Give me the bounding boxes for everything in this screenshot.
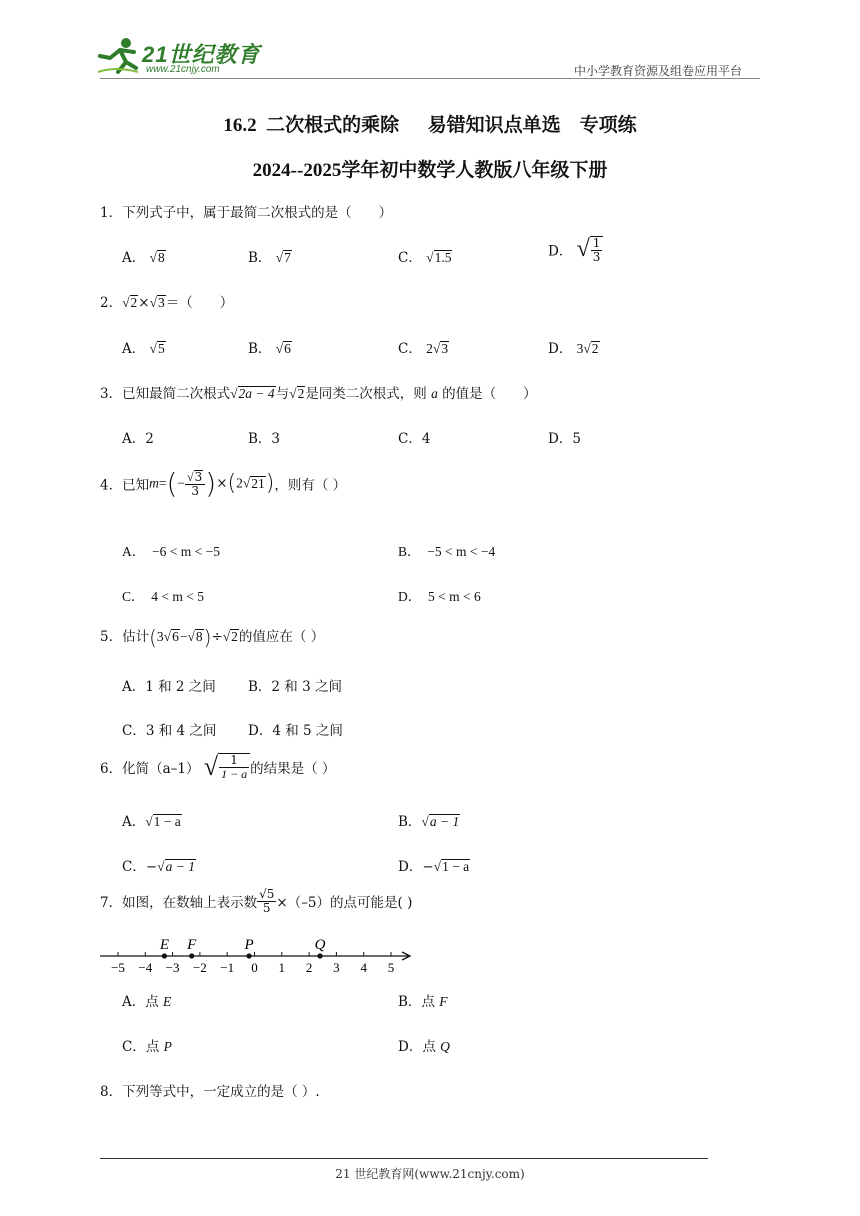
number-line-tick-label: −1: [220, 960, 235, 975]
number-line-point: [189, 953, 194, 958]
number-line: [96, 934, 416, 978]
q7-option-b: B．点 F: [398, 994, 448, 1010]
footer-link[interactable]: 21 世纪教育网(www.21cnjy.com): [335, 1167, 525, 1181]
number-line-point-label: F: [187, 937, 197, 953]
question-5-stem: 5．估计(3√6−√8)÷√2的值应在（ ）: [100, 625, 325, 650]
q3-option-b: B．3: [248, 431, 281, 447]
q6-option-c: C．−√a − 1: [122, 859, 195, 875]
q3-option-d: D．5: [548, 431, 581, 447]
number-line-tick-label: 2: [305, 960, 313, 975]
header-tagline: 中小学教育资源及组卷应用平台: [574, 64, 743, 78]
number-line-tick-label: −4: [138, 960, 153, 975]
number-line-point-label: E: [159, 937, 169, 953]
q1-option-b: B． √7: [248, 250, 291, 266]
logo: [96, 36, 266, 76]
number-line-tick-label: −3: [165, 960, 180, 975]
number-line-point-label: Q: [314, 937, 326, 953]
number-line-point-label: P: [244, 937, 254, 953]
q2-option-d: D． 3√2: [548, 341, 599, 357]
q2-option-b: B． √6: [248, 341, 291, 357]
number-line-tick-label: 0: [251, 960, 258, 975]
footer-rule: [100, 1158, 708, 1159]
q5-option-a: A．1 和 2 之间: [122, 679, 216, 695]
runner-icon: [96, 36, 140, 76]
question-7-stem: 7．如图，在数轴上表示数 $\frac{√5}{5}$ ×（–5）的点可能是( ): [100, 887, 413, 915]
title-line2: 2024--2025学年初中数学人教版八年级下册: [252, 160, 608, 181]
q3-option-a: A．2: [122, 431, 154, 447]
number-line-tick-label: 3: [333, 960, 340, 975]
number-line-tick-label: 5: [387, 960, 395, 975]
q1-option-c: C． √1.5: [398, 250, 452, 266]
q5-option-c: C．3 和 4 之间: [122, 723, 217, 739]
number-line-point: [162, 953, 167, 958]
q4-option-a: A． −6 < m < −5: [122, 544, 220, 559]
q3-option-c: C．4: [398, 431, 431, 447]
question-2-stem: 2．√2×√3＝（ ）: [100, 295, 234, 311]
number-line-point: [246, 953, 251, 958]
question-3-stem: 3．已知最简二次根式√2a − 4与√2是同类二次根式，则 a 的值是（ ）: [100, 386, 537, 402]
number-line-tick-label: −2: [192, 960, 207, 975]
q2-option-c: C． 2√3: [398, 341, 449, 357]
q6-option-d: D．−√1 − a: [398, 859, 470, 875]
q1-option-d: D． √ $\frac{1}{3}$: [548, 236, 603, 263]
number-line-point: [317, 953, 322, 958]
question-8-stem: 8．下列等式中，一定成立的是（ ）.: [100, 1084, 320, 1100]
q7-option-d: D．点 Q: [398, 1039, 450, 1055]
header-rule: [100, 78, 760, 79]
q4-option-b: B． −5 < m < −4: [398, 544, 496, 559]
q5-option-b: B．2 和 3 之间: [248, 679, 342, 695]
q5-option-d: D．4 和 5 之间: [248, 723, 343, 739]
question-4-stem: 4．已知m=(− $\frac{√3}{3}$ )×(2√21)，则有（ ）: [100, 467, 347, 500]
question-1-stem: 1．下列式子中，属于最简二次根式的是（ ）: [100, 205, 393, 221]
q7-option-a: A．点 E: [122, 994, 172, 1010]
logo-text: 21世纪教育: [142, 42, 261, 67]
q2-option-a: A． √5: [122, 341, 165, 357]
q7-option-c: C．点 P: [122, 1039, 172, 1055]
number-line-tick-label: −5: [111, 960, 125, 975]
q1-option-a: A． √8: [122, 250, 165, 266]
q6-option-b: B．√a − 1: [398, 814, 460, 830]
logo-url: www.21cnjy.com: [146, 64, 220, 75]
q6-option-a: A．√1 − a: [122, 814, 181, 830]
number-line-tick-label: 1: [278, 960, 286, 975]
q4-option-c: C． 4 < m < 5: [122, 589, 204, 604]
number-line-tick-label: 4: [360, 960, 367, 975]
q4-option-d: D． 5 < m < 6: [398, 589, 481, 604]
question-6-stem: 6．化简（a–1） √ $\frac{1}{1 - a}$ 的结果是（ ）: [100, 752, 336, 781]
title-line1: 16.2 二次根式的乘除 易错知识点单选 专项练: [223, 115, 637, 136]
